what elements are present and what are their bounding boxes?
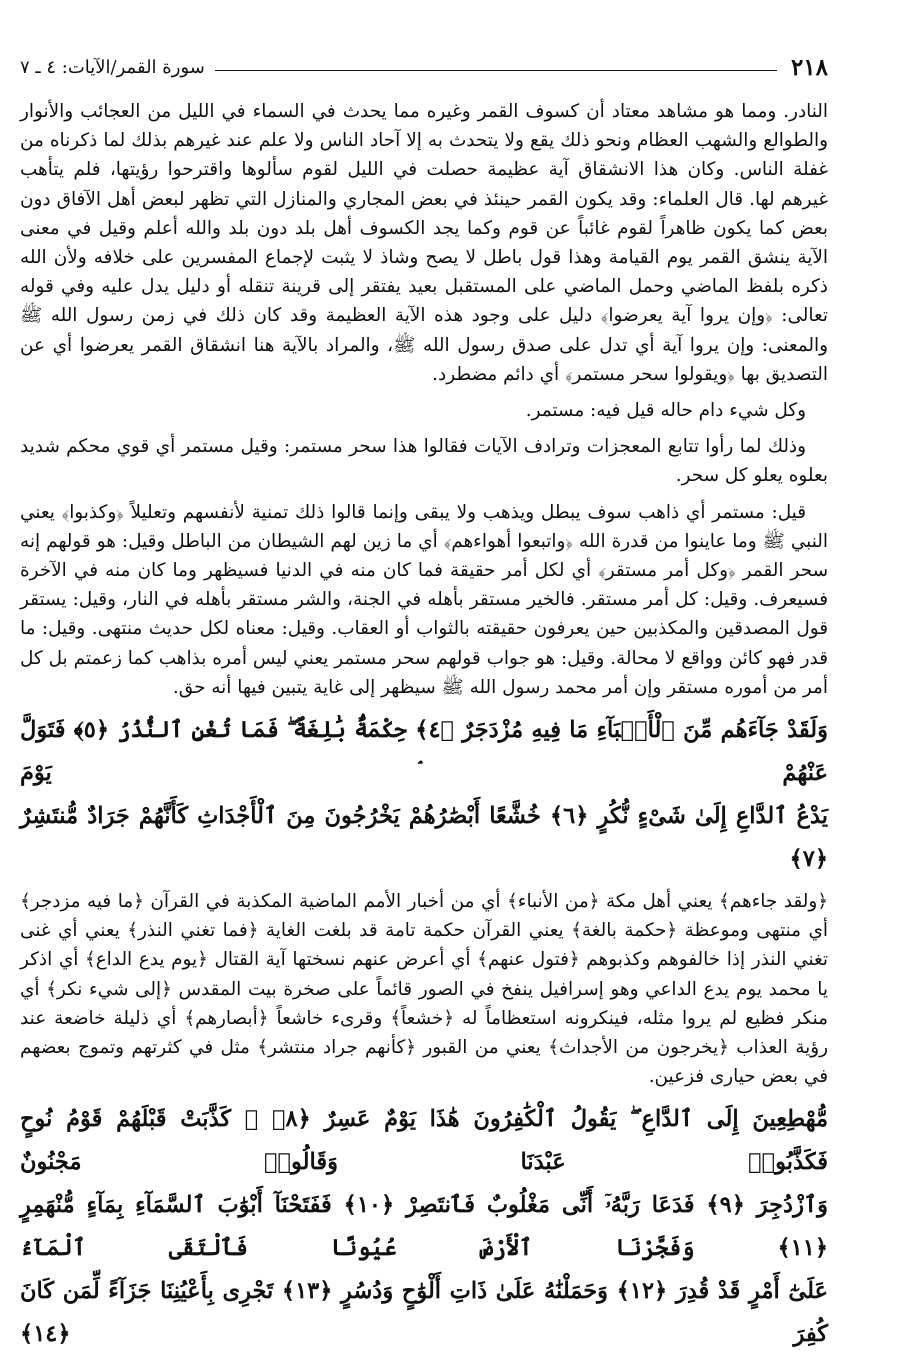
commentary-paragraph: النادر. ومما هو مشاهد معتاد أن كسوف القمر وغيره مما يحدث في السماء في الليل من العجائب والأنوار والطوالع والشهب العظام ونحو ذلك يقع ولا يتحدث به إلا آحاد الناس ولا علم عند غيرهم بذلك لما ذكرناه من غفلة الناس. وكان هذا الانشقاق آية عظيمة حصلت في الليل لقوم سألوها واقترحوا رؤيتها، فلم يتأهب غيرهم لها. قال العلماء: وقد يكون القمر حينئذ في بعض المجاري والمنازل التي تظهر لبعض أهل الآفاق دون بعض كما يكون ظاهراً لقوم غائباً عن قوم وكما يجد الكسوف أهل بلد دون بلد والله أعلم وقيل في معنى الآية ينشق القمر يوم القيامة وهذا قول باطل لا يصح وشاذ لا يثبت لإجماع المفسرين على خلافه ولأن الله ذكره بلفظ الماضي وحمل الماضي على المستقبل بعيد يفتقر إلى قرينة تنقله أو دليل يدل عليه وفي قوله تعالى: ﴿وإن يروا آية يعرضوا﴾ دليل على وجود هذه الآية العظيمة وقد كان ذلك في زمن رسول الله ﷺ والمعنى: وإن يروا آية أي تدل على صدق رسول الله ﷺ، والمراد بالآية هنا انشقاق القمر يعرضوا أي عن التصديق بها ﴿ويقولوا سحر مستمر﴾ أي دائم مضطرد. bbox=[20, 101, 828, 385]
page-number: ٢١٨ bbox=[790, 53, 828, 81]
quran-verses-block bbox=[20, 709, 828, 881]
quran-line: عَلَىٰٓ أَمْرٍ قَدْ قُدِرَ ﴿١٢﴾ وَحَمَلْنَٰهُ عَلَىٰ ذَاتِ أَلْوَٰحٍ وَدُسُرٍ ﴿١٣﴾ تَجْرِى بِأَعْيُنِنَا جَزَآءً لِّمَن كَانَ كُفِرَ ﴿١٤﴾ bbox=[20, 1278, 829, 1348]
book-page bbox=[20, 0, 828, 1370]
commentary-paragraph: ﴿ولقد جاءهم﴾ يعني أهل مكة ﴿من الأنباء﴾ أي من أخبار الأمم الماضية المكذبة في القرآن ﴿ما فيه مزدجر﴾ أي منتهى وموعظة ﴿حكمة بالغة﴾ يعني القرآن حكمة تامة قد بلغت الغاية ﴿فما تغني النذر﴾ يعني أي غنى تغني النذر إذا خالفوهم وكذبوهم ﴿فتول عنهم﴾ أي أعرض عنهم نسختها آية القتال ﴿يوم يدع الداع﴾ أي اذكر يا محمد يوم يدع الداعي وهو إسرافيل ينفخ في الصور قائماً على صخرة بيت المقدس ﴿إلى شيء نكر﴾ أي منكر فظيع لم يروا مثله، فينكرونه استعظاماً له ﴿خشعاً﴾ وقرىء خاشعاً ﴿أبصارهم﴾ أي ذليلة خاضعة عند رؤية العذاب ﴿يخرجون من الأجداث﴾ يعني من القبور ﴿كأنهم جراد منتشر﴾ مثل في كثرتهم وتموج بعضهم في بعض حيارى فزعين. bbox=[20, 891, 828, 1088]
page-header bbox=[20, 52, 828, 82]
quran-line: وَلَقَدْ جَآءَهُم مِّنَ ٱلْأَنۢبَآءِ مَا فِيهِ مُزْدَجَرٌ ﴿٤﴾ حِكْمَةٌۢ بَٰلِغَةٌ ۖ فَمَا تُغْنِ ٱلنُّذُرُ ﴿٥﴾ فَتَوَلَّ عَنْهُمْ ۘ يَوْمَ bbox=[20, 717, 828, 787]
surah-title: سورة القمر/الآيات: ٤ ـ ٧ bbox=[20, 56, 205, 78]
quran-line: مُّهْطِعِينَ إِلَى ٱلدَّاعِ ۖ يَقُولُ ٱلْكَٰفِرُونَ هَٰذَا يَوْمٌ عَسِرٌ ﴿٨﴾ ۞ كَذَّبَتْ قَبْلَهُمْ قَوْمُ نُوحٍ فَكَذَّبُوا۟ عَبْدَنَا وَقَالُوا۟ مَجْنُونٌ bbox=[20, 1106, 829, 1176]
commentary-paragraph: قيل: مستمر أي ذاهب سوف يبطل ويذهب ولا يبقى وإنما قالوا ذلك تمنية لأنفسهم وتعليلاً ﴿وكذبوا﴾ يعني النبي ﷺ وما عاينوا من قدرة الله ﴿واتبعوا أهواءهم﴾ أي ما زين لهم الشيطان من الباطل وقيل: هو قولهم إنه سحر القمر ﴿وكل أمر مستقر﴾ أي لكل أمر حقيقة فما كان منه في الدنيا فسيظهر وما كان منه في الآخرة فسيعرف. وقيل: كل أمر مستقر. فالخير مستقر بأهله في الجنة، والشر مستقر بأهله في النار، وقيل: يستقر قول المصدقين والمكذبين حين يعرفون حقيقته بالثواب أو العقاب. وقيل: معناه لكل حديث منتهى. وقيل: ما قدر فهو كائن وواقع لا محالة. وقيل: هو جواب قولهم سحر مستمر يعني ليس أمره بذاهب كما زعمتم بل كل أمر من أموره مستقر وإن أمر محمد رسول الله ﷺ سيظهر إلى غاية يتبين فيها أنه حق. bbox=[20, 501, 828, 698]
quran-line: يَدْعُ ٱلدَّاعِ إِلَىٰ شَىْءٍ نُّكُرٍ ﴿٦﴾ خُشَّعًا أَبْصَٰرُهُمْ يَخْرُجُونَ مِنَ ٱلْأَجْدَاثِ كَأَنَّهُمْ جَرَادٌ مُّنتَشِرٌ ﴿٧﴾ bbox=[20, 803, 828, 873]
commentary-paragraph: وذلك لما رأوا تتابع المعجزات وترادف الآيات فقالوا هذا سحر مستمر: وقيل مستمر أي قوي محكم شديد بعلوه يعلو كل سحر. bbox=[20, 436, 828, 487]
header-rule bbox=[215, 70, 777, 71]
quran-line: وَٱزْدُجِرَ ﴿٩﴾ فَدَعَا رَبَّهُۥٓ أَنِّى مَغْلُوبٌ فَٱنتَصِرْ ﴿١٠﴾ فَفَتَحْنَآ أَبْوَٰبَ ٱلسَّمَآءِ بِمَآءٍ مُّنْهَمِرٍ ﴿١١﴾ وَفَجَّرْنَا ٱلْأَرْضَ عُيُونًا فَٱلْتَقَى ٱلْمَآءُ bbox=[20, 1192, 828, 1262]
commentary-paragraph: وكل شيء دام حاله قيل فيه: مستمر. bbox=[525, 400, 806, 422]
quran-verses-block bbox=[20, 1098, 828, 1356]
page-body bbox=[20, 97, 828, 1362]
